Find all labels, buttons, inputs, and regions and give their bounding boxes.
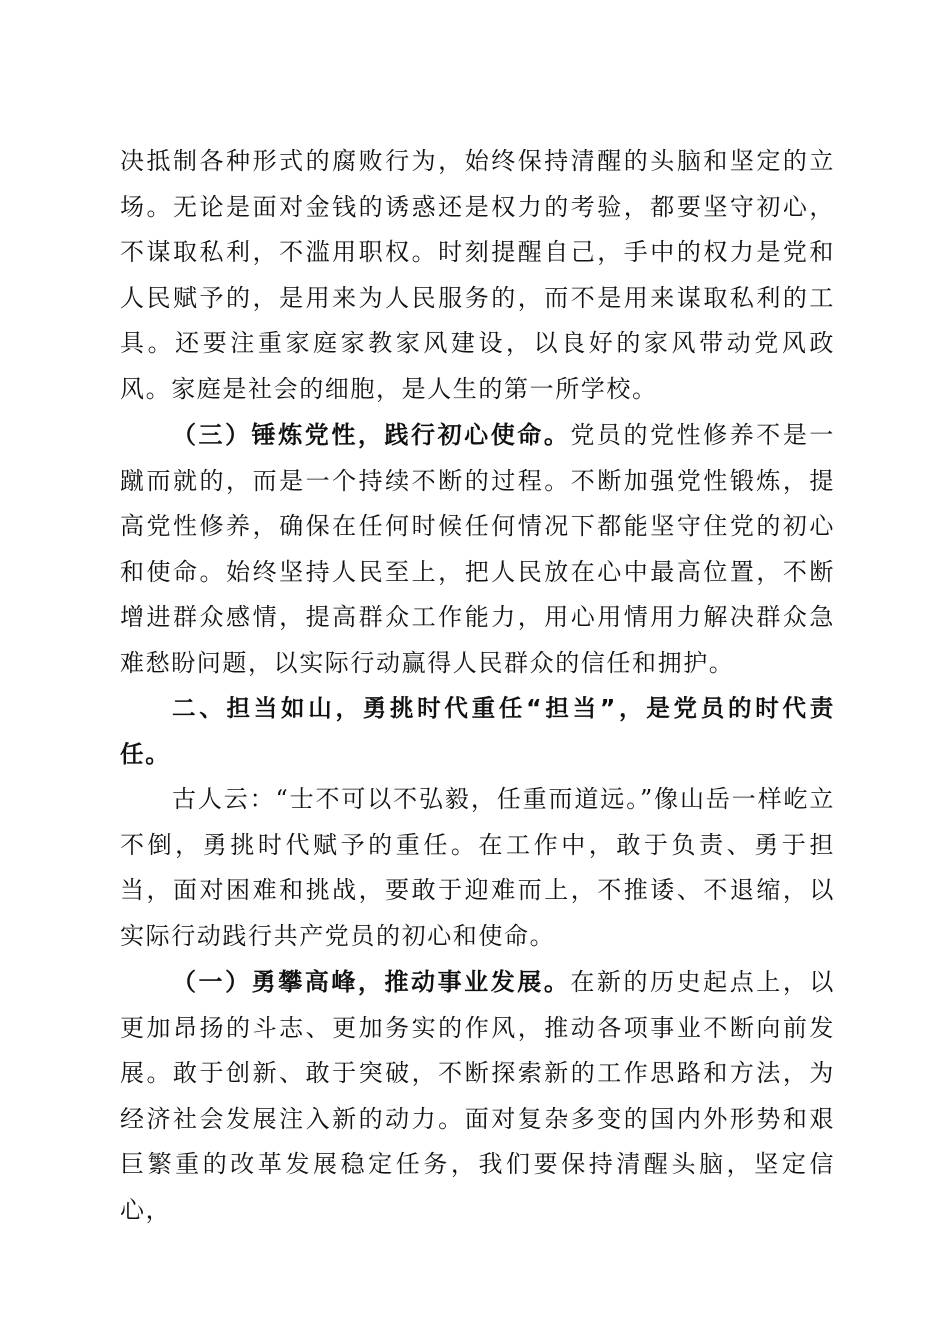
paragraph-climb-peaks xyxy=(120,959,835,1233)
paragraph-party-spirit xyxy=(120,412,835,686)
subheading-party-spirit: （三）锤炼党性，践行初心使命。 xyxy=(172,420,571,449)
paragraph-party-spirit-body: 党员的党性修养不是一蹴而就的，而是一个持续不断的过程。不断加强党性锻炼，提高党性修养，确保在任何时候任何情况下都能坚守住党的初心和使命。始终坚持人民至上，把人民放在心中最高位置，不断增进群众感情，提高群众工作能力，用心用情用力解决群众急难愁盼问题，以实际行动赢得人民群众的信任和拥护。 xyxy=(120,421,835,677)
subheading-climb-peaks: （一）勇攀高峰，推动事业发展。 xyxy=(172,967,571,996)
paragraph-anti-corruption: 决抵制各种形式的腐败行为，始终保持清醒的头脑和坚定的立场。无论是面对金钱的诱惑还是权力的考验，都要坚守初心，不谋取私利，不滥用职权。时刻提醒自己，手中的权力是党和人民赋予的，是用来为人民服务的，而不是用来谋取私利的工具。还要注重家庭家教家风建设，以良好的家风带动党风政风。家庭是社会的细胞，是人生的第一所学校。 xyxy=(120,147,835,403)
document-body xyxy=(120,139,835,1233)
section-heading-2: 二、担当如山，勇挑时代重任“担当”，是党员的时代责任。 xyxy=(120,694,835,768)
paragraph-climb-peaks-body: 在新的历史起点上，以更加昂扬的斗志、更加务实的作风，推动各项事业不断向前发展。敢于创新、敢于突破，不断探索新的工作思路和方法，为经济社会发展注入新的动力。面对复杂多变的国内外形势和艰巨繁重的改革发展稳定任务，我们要保持清醒头脑，坚定信心， xyxy=(120,968,835,1224)
paragraph-ancient-saying: 古人云：“士不可以不弘毅，任重而道远。”像山岳一样屹立不倒，勇挑时代赋予的重任。在工作中，敢于负责、勇于担当，面对困难和挑战，要敢于迎难而上，不推诿、不退缩，以实际行动践行共产党员的初心和使命。 xyxy=(120,785,835,950)
